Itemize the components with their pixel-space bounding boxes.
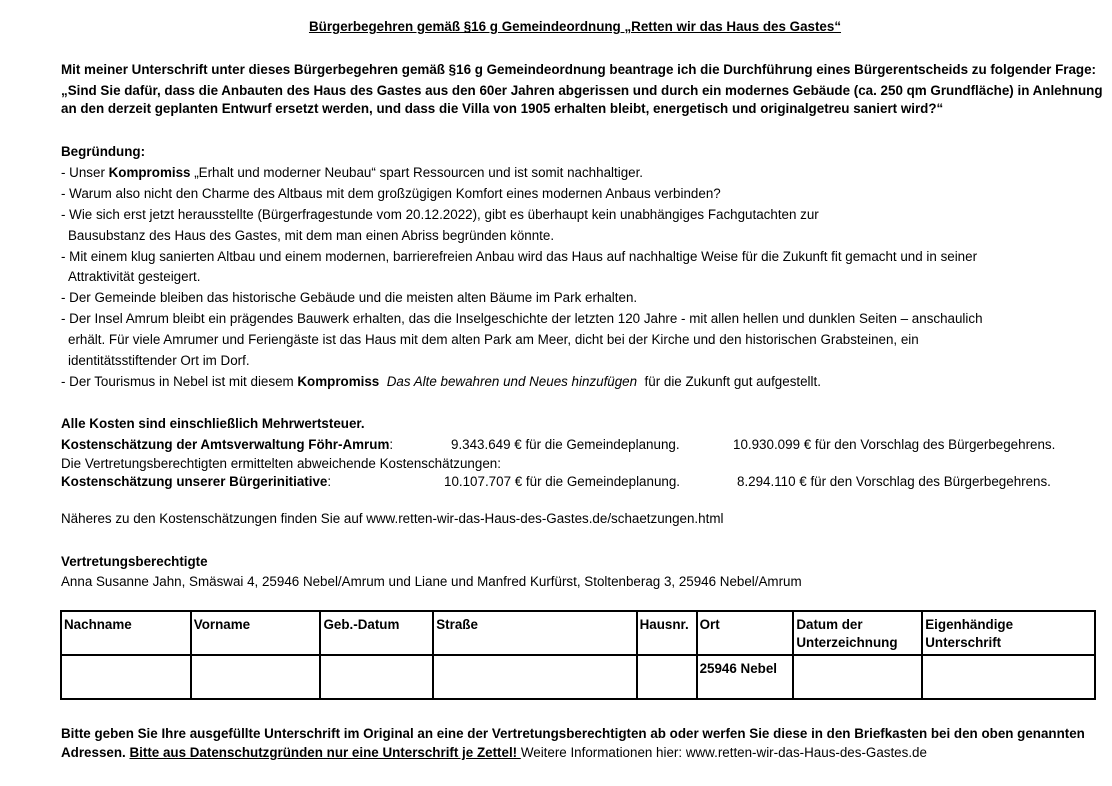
- cost-initiative-municipal: 10.107.707 € für die Gemeindeplanung.: [444, 474, 681, 489]
- cell-unterschrift[interactable]: [922, 655, 1095, 699]
- header-geb-datum: Geb.-Datum: [320, 611, 433, 655]
- reason-4: - Mit einem klug sanierten Altbau und einem modernen, barrierefreien Anbau wird das Haus auf nachhaltige Weise für die Zukunft fit gemacht und in seiner: [61, 249, 978, 264]
- header-datum: Datum der Unterzeichnung: [793, 611, 922, 655]
- header-nachname: Nachname: [61, 611, 191, 655]
- header-hausnr: Hausnr.: [637, 611, 697, 655]
- costs-more-info: Näheres zu den Kostenschätzungen finden Sie auf www.retten-wir-das-Haus-des-Gastes.de/schaetzungen.html: [61, 511, 724, 526]
- table-row: [61, 655, 1095, 699]
- cell-hausnr[interactable]: [637, 655, 697, 699]
- signature-table: [60, 610, 1096, 700]
- reason-6: - Der Insel Amrum bleibt ein prägendes Bauwerk erhalten, das die Inselgeschichte der letzten 120 Jahre - mit allen hellen und dunklen Seiten – anschaulich: [61, 311, 983, 326]
- header-ort: Ort: [697, 611, 794, 655]
- reason-5: - Der Gemeinde bleiben das historische Gebäude und die meisten alten Bäume im Park erhalten.: [61, 290, 638, 305]
- representatives-heading: Vertretungsberechtigte: [61, 554, 208, 569]
- intro-line-1: Mit meiner Unterschrift unter dieses Bürgerbegehren gemäß §16 g Gemeindeordnung beantrage ich die Durchführung eines Bürgerentscheids zu folgender Frage:: [61, 62, 1096, 77]
- cost-row-administration: Kostenschätzung der Amtsverwaltung Föhr-Amrum:: [61, 437, 394, 452]
- footer-line-2: Adressen. Bitte aus Datenschutzgründen nur eine Unterschrift je Zettel! Weitere Informationen hier: www.retten-wir-das-Haus-des-Gastes.de: [61, 745, 927, 760]
- reason-6-cont-1: erhält. Für viele Amrumer und Feriengäste ist das Haus mit dem alten Park am Meer, dicht bei der Kirche und den historischen Grabsteinen, ein: [68, 332, 919, 347]
- header-vorname: Vorname: [191, 611, 321, 655]
- cell-vorname[interactable]: [191, 655, 321, 699]
- reason-3: - Wie sich erst jetzt herausstellte (Bürgerfragestunde vom 20.12.2022), gibt es überhaupt kein unabhängiges Fachgutachten zur: [61, 207, 819, 222]
- reason-1: - Unser Kompromiss „Erhalt und moderner Neubau“ spart Ressourcen und ist somit nachhaltiger.: [61, 165, 644, 180]
- cost-admin-municipal: 9.343.649 € für die Gemeindeplanung.: [451, 437, 680, 452]
- costs-note: Alle Kosten sind einschließlich Mehrwertsteuer.: [61, 416, 365, 431]
- cell-datum[interactable]: [793, 655, 922, 699]
- footer-line-1: Bitte geben Sie Ihre ausgefüllte Unterschrift im Original an eine der Vertretungsberechtigten ab oder werfen Sie diese in den Briefkasten bei den oben genannten: [61, 726, 1085, 741]
- costs-middle-text: Die Vertretungsberechtigten ermittelten abweichende Kostenschätzungen:: [61, 456, 501, 471]
- table-header-row: [61, 611, 1095, 655]
- reason-2: - Warum also nicht den Charme des Altbaus mit dem großzügigen Komfort eines modernen Anbaus verbinden?: [61, 186, 721, 201]
- cell-ort: 25946 Nebel: [697, 655, 794, 699]
- reason-6-cont-2: identitätsstiftender Ort im Dorf.: [68, 353, 250, 368]
- representatives-names: Anna Susanne Jahn, Smäswai 4, 25946 Nebel/Amrum und Liane und Manfred Kurfürst, Stoltenberag 3, 25946 Nebel/Amrum: [61, 574, 802, 589]
- cost-row-initiative: Kostenschätzung unserer Bürgerinitiative:: [61, 474, 332, 489]
- reasons-heading: Begründung:: [61, 144, 146, 159]
- reason-3-cont: Bausubstanz des Haus des Gastes, mit dem man einen Abriss begründen könnte.: [68, 228, 555, 243]
- document-title: Bürgerbegehren gemäß §16 g Gemeindeordnung „Retten wir das Haus des Gastes“: [308, 19, 842, 34]
- header-unterschrift: Eigenhändige Unterschrift: [922, 611, 1095, 655]
- cost-admin-petition: 10.930.099 € für den Vorschlag des Bürgerbegehrens.: [733, 437, 1056, 452]
- intro-question-line-1: „Sind Sie dafür, dass die Anbauten des Haus des Gastes aus den 60er Jahren abgerissen und durch ein modernes Gebäude (ca. 250 qm Grundfläche) in Anlehnung: [61, 83, 1103, 98]
- cell-geb-datum[interactable]: [320, 655, 433, 699]
- intro-question-line-2: an den derzeit geplanten Entwurf ersetzt werden, und dass die Villa von 1905 erhalten bleibt, energetisch und originalgetreu saniert wird?“: [61, 101, 944, 116]
- header-strasse: Straße: [433, 611, 636, 655]
- cell-nachname[interactable]: [61, 655, 191, 699]
- cell-strasse[interactable]: [433, 655, 636, 699]
- reason-7: - Der Tourismus in Nebel ist mit diesem Kompromiss Das Alte bewahren und Neues hinzufügen für die Zukunft gut aufgestellt.: [61, 374, 821, 389]
- reason-4-cont: Attraktivität gesteigert.: [68, 269, 201, 284]
- cost-initiative-petition: 8.294.110 € für den Vorschlag des Bürgerbegehrens.: [737, 474, 1051, 489]
